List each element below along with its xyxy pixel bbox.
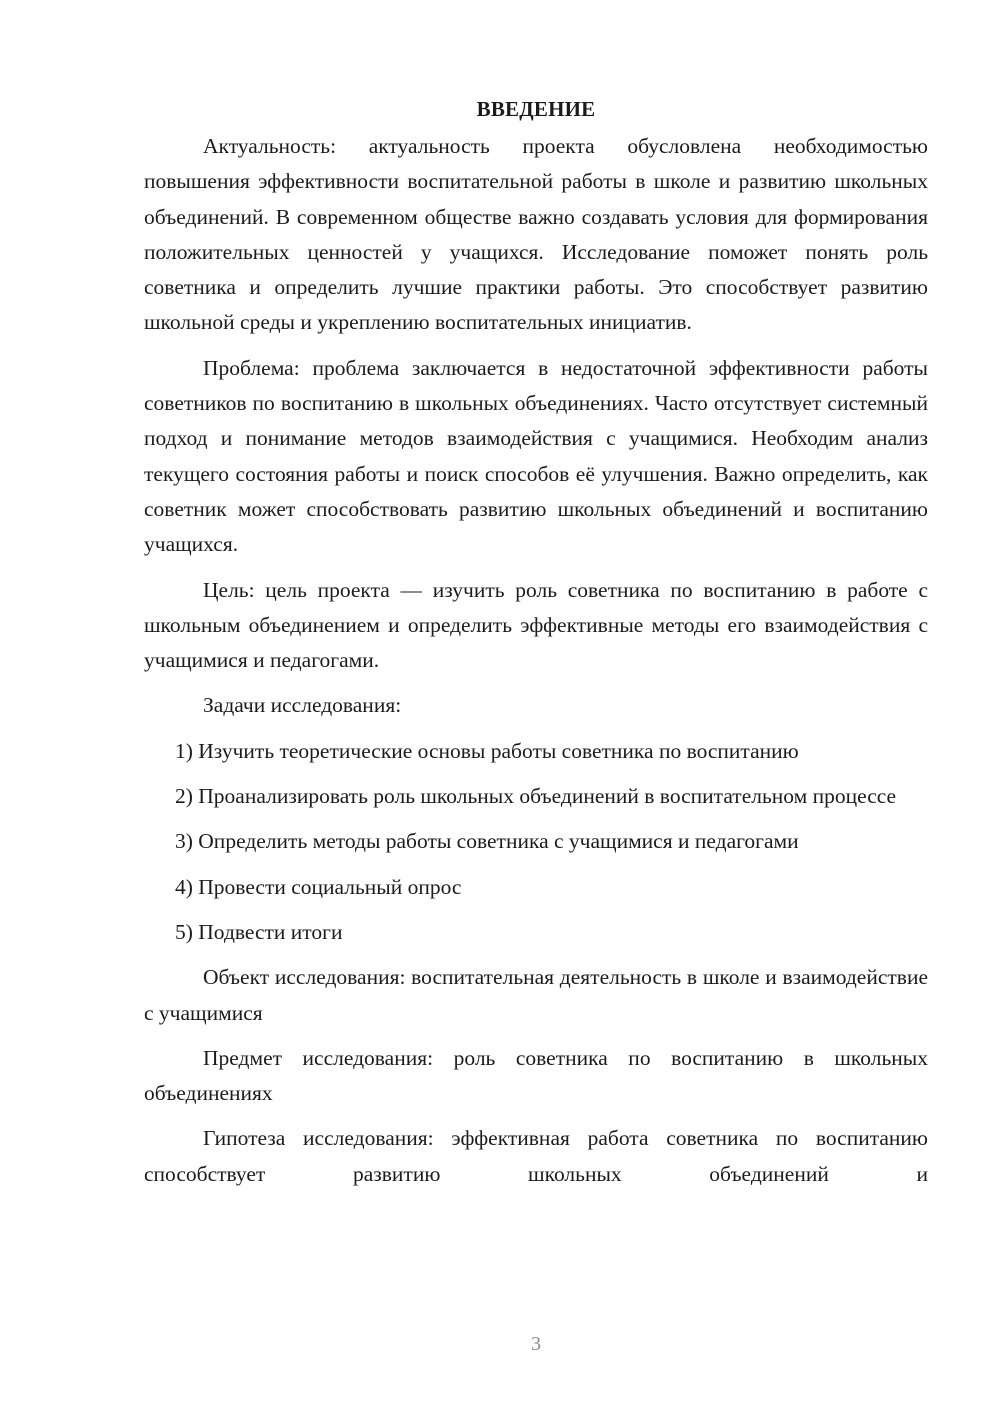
page-number: 3 [531, 1333, 541, 1355]
task-item: 2) Проанализировать роль школьных объединений в воспитательном процессе [175, 784, 897, 809]
goal-paragraph: Цель: цель проекта — изучить роль советника по воспитанию в работе с школьным объединением и определить эффективные методы его взаимодействия с учащимися и педагогами. [144, 577, 928, 673]
task-item: 4) Провести социальный опрос [175, 874, 462, 899]
hypothesis-paragraph: Гипотеза исследования: эффективная работа советника по воспитанию способствует развитию школьных объединений и [144, 1126, 928, 1186]
page-content [144, 92, 928, 1202]
tasks-title: Задачи исследования: [203, 693, 402, 718]
task-item: 3) Определить методы работы советника с учащимися и педагогами [175, 829, 799, 854]
problem-paragraph: Проблема: проблема заключается в недостаточной эффективности работы советников по воспитанию в школьных объединениях. Часто отсутствует системный подход и понимание методов взаимодействия с учащимися. Необходим анализ текущего состояния работы и поиск способов её улучшения. Важно определить, как советник может способствовать развитию школьных объединений и воспитанию учащихся. [144, 355, 928, 557]
task-item: 1) Изучить теоретические основы работы советника по воспитанию [175, 738, 799, 763]
tasks-list [144, 734, 928, 950]
section-heading: ВВЕДЕНИЕ [476, 97, 596, 121]
subject-paragraph: Предмет исследования: роль советника по воспитанию в школьных объединениях [144, 1045, 928, 1106]
object-paragraph: Объект исследования: воспитательная деятельность в школе и взаимодействие с учащимися [144, 965, 928, 1025]
task-item: 5) Подвести итоги [175, 919, 343, 944]
relevance-paragraph: Актуальность: актуальность проекта обусловлена необходимостью повышения эффективности воспитательной работы в школе и развитию школьных объединений. В современном обществе важно создавать условия для формирования положительных ценностей у учащихся. Исследование поможет понять роль советника и определить лучшие практики работы. Это способствует развитию школьной среды и укреплению воспитательных инициатив. [144, 134, 928, 335]
